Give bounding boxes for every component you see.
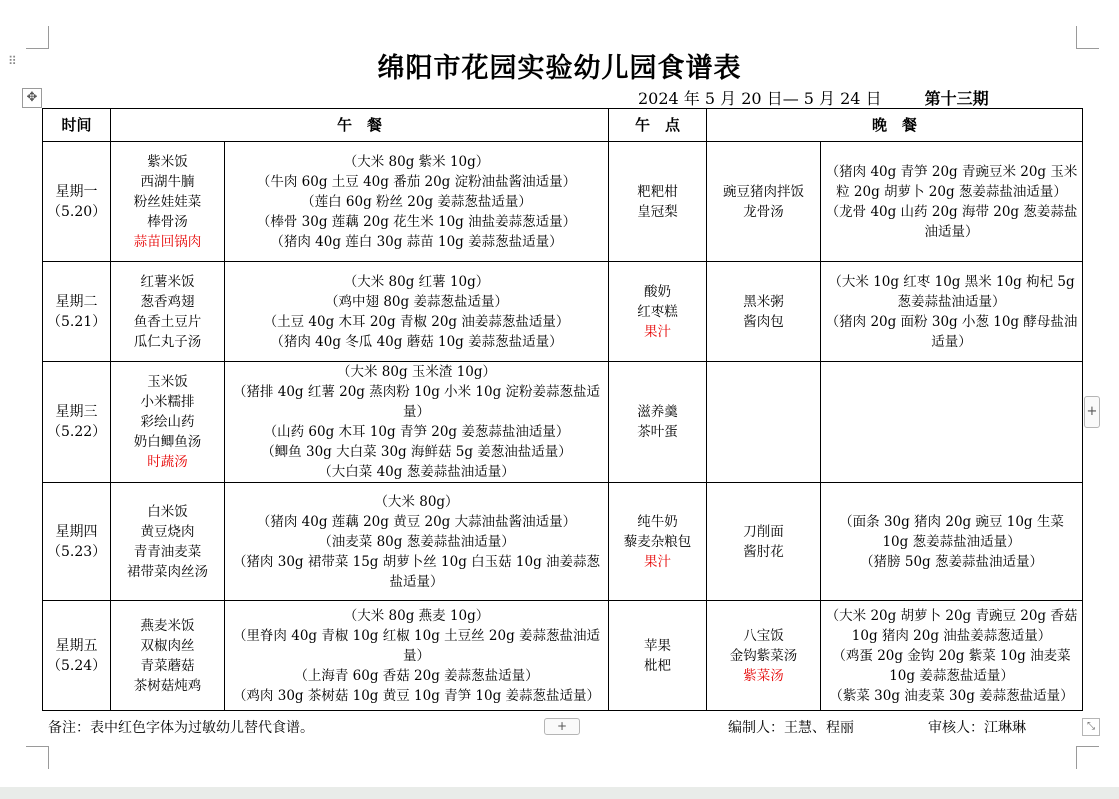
ingredient-line: （鲫鱼 30g 大白菜 30g 海鲜菇 5g 姜葱油盐适量） — [261, 444, 572, 460]
ingredient-line: （猪肉 40g 冬瓜 40g 蘑菇 10g 姜蒜葱盐适量） — [270, 333, 563, 350]
day-cell[interactable] — [43, 601, 111, 711]
ingredient-line: （上海青 60g 香菇 20g 姜蒜葱盐适量） — [294, 667, 539, 684]
day-name: 星期四 — [55, 523, 98, 540]
day-date: （5.22） — [47, 424, 107, 440]
ingredient-line: （鸡蛋 20g 金钩 20g 紫菜 10g 油麦菜 10g 姜蒜葱盐适量） — [832, 647, 1071, 684]
day-name: 星期二 — [55, 293, 98, 310]
snack-item: 酸奶 — [644, 283, 672, 300]
header-dinner: 晚 餐 — [707, 109, 1083, 142]
ingredient-line: （鸡中翅 80g 姜蒜葱盐适量） — [325, 293, 508, 310]
ingredient-line: （面条 30g 猪肉 20g 豌豆 10g 生菜 10g 葱姜蒜盐油适量） — [839, 513, 1064, 550]
dish: 燕麦米饭 — [140, 617, 195, 634]
ingredient-line: （猪肉 30g 裙带菜 15g 胡萝卜丝 10g 白玉菇 10g 油姜蒜葱盐适量） — [232, 553, 601, 590]
ingredient-line: （里脊肉 40g 青椒 10g 红椒 10g 土豆丝 20g 姜蒜葱盐油适量） — [232, 627, 601, 664]
dish: 青菜蘑菇 — [140, 657, 195, 674]
menu-table — [42, 108, 1083, 711]
snack-item: 藜麦杂粮包 — [623, 533, 692, 550]
dinner-dishes-cell[interactable] — [707, 362, 821, 483]
dish: 白米饭 — [147, 503, 188, 520]
ingredient-line: （莲白 60g 粉丝 20g 姜蒜葱盐适量） — [301, 193, 532, 210]
snack-item: 粑粑柑 — [637, 183, 678, 200]
day-name: 星期五 — [55, 637, 98, 654]
bottom-band — [0, 787, 1119, 799]
dish: 瓜仁丸子汤 — [133, 333, 202, 350]
ingredient-line: （山药 60g 木耳 10g 青笋 20g 姜葱蒜盐油适量） — [263, 424, 570, 440]
page-title: 绵阳市花园实验幼儿园食谱表 — [377, 53, 742, 84]
snack-item: 皇冠梨 — [637, 203, 678, 220]
snack-item: 红枣糕 — [637, 303, 678, 320]
ingredient-line: （牛肉 60g 土豆 40g 番茄 20g 淀粉油盐酱油适量） — [256, 173, 577, 190]
dish: 酱肘花 — [743, 543, 784, 560]
ingredient-line: （大米 80g） — [374, 493, 459, 510]
dish: 八宝饭 — [743, 627, 784, 644]
snack-cell[interactable] — [609, 483, 707, 601]
snack-cell[interactable] — [609, 262, 707, 362]
lunch-ingredients-cell[interactable] — [225, 601, 609, 711]
lunch-dishes-cell[interactable] — [111, 142, 225, 262]
ingredient-line: （大白菜 40g 葱姜蒜盐油适量） — [318, 464, 515, 480]
ingredient-line: （龙骨 40g 山药 20g 海带 20g 葱姜蒜盐油适量） — [825, 203, 1078, 240]
table-row-thursday — [43, 483, 1083, 601]
table-move-icon[interactable]: ✥ — [22, 88, 42, 108]
dish: 紫米饭 — [147, 153, 188, 170]
ingredient-line: （鸡肉 30g 茶树菇 10g 黄豆 10g 青笋 10g 姜蒜葱盐适量） — [232, 687, 601, 704]
allergy-dish: 时蔬汤 — [147, 454, 188, 470]
dinner-dishes-cell[interactable] — [707, 262, 821, 362]
table-resize-icon[interactable]: ⤡ — [1082, 718, 1100, 736]
lunch-ingredients-cell[interactable] — [225, 142, 609, 262]
dinner-dishes-cell[interactable] — [707, 483, 821, 601]
dish: 小米糯排 — [140, 394, 195, 410]
dish: 玉米饭 — [147, 374, 188, 390]
snack-item: 苹果 — [644, 637, 672, 654]
ingredient-line: （土豆 40g 木耳 20g 青椒 20g 油姜蒜葱盐适量） — [263, 313, 570, 330]
ingredient-line: （大米 20g 胡萝卜 20g 青豌豆 20g 香菇 10g 猪肉 20g 油盐姜蒜葱适量） — [825, 607, 1078, 644]
ingredient-line: （猪膀 50g 葱姜蒜盐油适量） — [860, 553, 1043, 570]
dish: 龙骨汤 — [743, 203, 784, 220]
dish: 双椒肉丝 — [140, 637, 195, 654]
day-date: （5.24） — [47, 657, 107, 674]
lunch-dishes-cell[interactable] — [111, 262, 225, 362]
dish: 粉丝娃娃菜 — [133, 193, 202, 210]
lunch-ingredients-cell[interactable] — [225, 362, 609, 483]
dish: 黑米粥 — [743, 293, 784, 310]
footer-note: 备注：表中红色字体为过敏幼儿替代食谱。 — [48, 720, 314, 736]
date-range: 2024 年 5 月 20 日— 5 月 24 日 — [638, 89, 882, 108]
snack-item: 滋养羹 — [637, 404, 678, 420]
add-row-button[interactable]: + — [544, 718, 580, 735]
dish: 豌豆猪肉拌饭 — [723, 183, 805, 200]
date-line — [638, 86, 989, 109]
day-cell[interactable] — [43, 362, 111, 483]
dish: 葱香鸡翅 — [140, 293, 195, 310]
allergy-dish: 紫菜汤 — [743, 667, 784, 684]
table-row-friday — [43, 601, 1083, 711]
ingredient-line: （大米 10g 红枣 10g 黑米 10g 枸杞 5g 葱姜蒜盐油适量） — [828, 273, 1075, 310]
dinner-ingredients-cell[interactable] — [821, 142, 1083, 262]
crop-mark-bottom-left — [26, 746, 49, 769]
ingredient-line: （大米 80g 红薯 10g） — [343, 273, 490, 290]
dinner-ingredients-cell[interactable] — [821, 262, 1083, 362]
allergy-snack: 果汁 — [644, 553, 672, 570]
period-label: 第十三期 — [924, 89, 989, 108]
lunch-dishes-cell[interactable] — [111, 362, 225, 483]
snack-cell[interactable] — [609, 601, 707, 711]
day-cell[interactable] — [43, 483, 111, 601]
footer-editor: 编制人：王慧、程丽 — [728, 720, 854, 736]
dinner-ingredients-cell[interactable] — [821, 362, 1083, 483]
add-column-button[interactable]: + — [1084, 396, 1100, 428]
ingredient-line: （猪肉 40g 莲白 30g 蒜苗 10g 姜蒜葱盐适量） — [270, 233, 563, 250]
dish: 刀削面 — [743, 523, 784, 540]
dish: 黄豆烧肉 — [140, 523, 195, 540]
crop-mark-bottom-right — [1076, 746, 1099, 769]
day-date: （5.20） — [47, 203, 107, 220]
header-snack: 午 点 — [609, 109, 707, 142]
day-cell[interactable] — [43, 262, 111, 362]
ingredient-line: （猪肉 40g 青笋 20g 青豌豆米 20g 玉米粒 20g 胡萝卜 20g 葱姜蒜盐油适量） — [825, 163, 1078, 200]
dinner-ingredients-cell[interactable] — [821, 483, 1083, 601]
dish: 彩绘山药 — [140, 414, 195, 430]
dish: 酱肉包 — [743, 313, 784, 330]
ingredient-line: （大米 80g 燕麦 10g） — [343, 607, 490, 624]
dish: 金钩紫菜汤 — [729, 647, 798, 664]
footer-reviewer: 审核人：江琳琳 — [928, 720, 1026, 736]
day-date: （5.23） — [47, 543, 107, 560]
day-date: （5.21） — [47, 313, 107, 330]
snack-item: 茶叶蛋 — [637, 424, 678, 440]
table-row-tuesday — [43, 262, 1083, 362]
ingredient-line: （大米 80g 紫米 10g） — [343, 153, 490, 170]
allergy-snack: 果汁 — [644, 323, 672, 340]
dinner-dishes-cell[interactable] — [707, 142, 821, 262]
dish: 西湖牛腩 — [140, 173, 195, 190]
header-time: 时间 — [43, 109, 111, 142]
ingredient-line: （紫菜 30g 油麦菜 30g 姜蒜葱盐适量） — [829, 687, 1074, 704]
ingredient-line: （棒骨 30g 莲藕 20g 花生米 10g 油盐姜蒜葱适量） — [256, 213, 577, 230]
dish: 茶树菇炖鸡 — [133, 677, 202, 694]
ingredient-line: （猪肉 20g 面粉 30g 小葱 10g 酵母盐油适量） — [825, 313, 1078, 350]
dish: 红薯米饭 — [140, 273, 195, 290]
snack-item: 枇杷 — [644, 657, 672, 674]
allergy-dish: 蒜苗回锅肉 — [133, 233, 202, 250]
drag-handle-icon[interactable]: ⠿ — [8, 54, 18, 68]
lunch-ingredients-cell[interactable] — [225, 262, 609, 362]
dish: 鱼香土豆片 — [133, 313, 202, 330]
header-lunch: 午 餐 — [111, 109, 609, 142]
ingredient-line: （猪肉 40g 莲藕 20g 黄豆 20g 大蒜油盐酱油适量） — [256, 513, 577, 530]
snack-cell[interactable] — [609, 362, 707, 483]
lunch-ingredients-cell[interactable] — [225, 483, 609, 601]
day-name: 星期一 — [55, 183, 98, 200]
snack-cell[interactable] — [609, 142, 707, 262]
ingredient-line: （猪排 40g 红薯 20g 蒸肉粉 10g 小米 10g 淀粉姜蒜葱盐适量） — [232, 384, 601, 420]
lunch-dishes-cell[interactable] — [111, 601, 225, 711]
ingredient-line: （大米 80g 玉米渣 10g） — [337, 364, 497, 380]
dinner-dishes-cell[interactable] — [707, 601, 821, 711]
dish: 裙带菜肉丝汤 — [127, 563, 208, 580]
table-header-row — [43, 109, 1083, 142]
dinner-ingredients-cell[interactable] — [821, 601, 1083, 711]
dish: 奶白鲫鱼汤 — [133, 434, 202, 450]
dish: 棒骨汤 — [147, 213, 188, 230]
day-cell[interactable] — [43, 142, 111, 262]
table-row-wednesday — [43, 362, 1083, 483]
ingredient-line: （油麦菜 80g 葱姜蒜盐油适量） — [318, 533, 515, 550]
day-name: 星期三 — [55, 404, 98, 420]
lunch-dishes-cell[interactable] — [111, 483, 225, 601]
snack-item: 纯牛奶 — [637, 513, 678, 530]
dish: 青青油麦菜 — [133, 543, 202, 560]
table-row-monday — [43, 142, 1083, 262]
